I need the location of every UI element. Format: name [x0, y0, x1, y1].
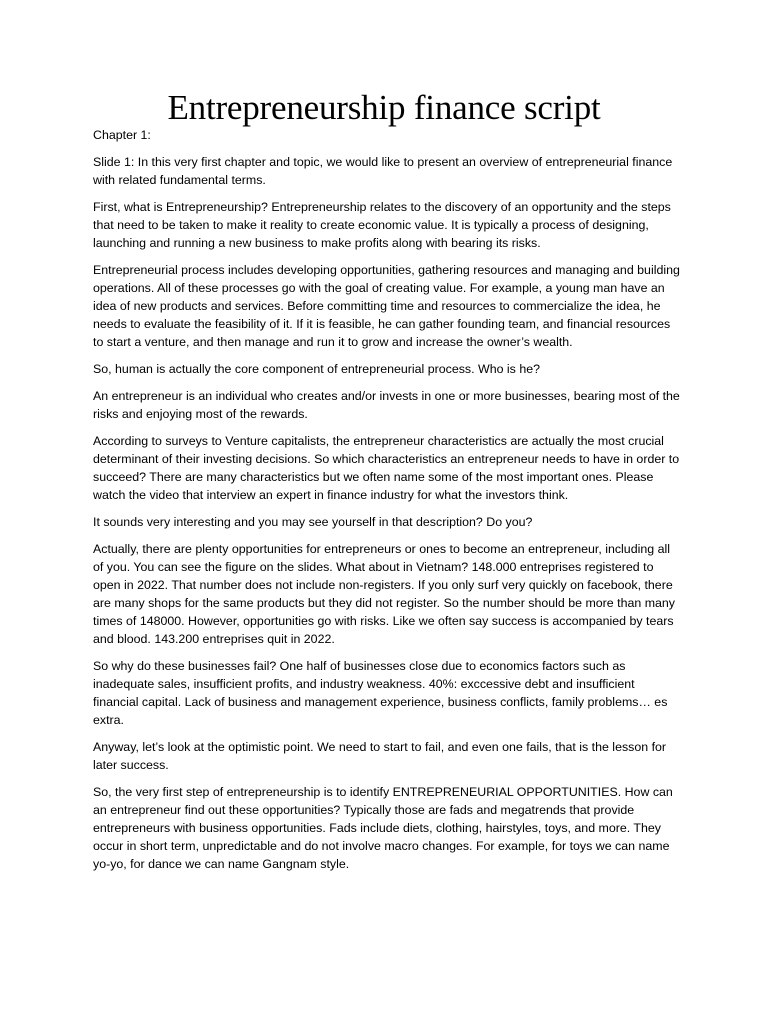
paragraph-opportunities-vietnam: Actually, there are plenty opportunities for entrepreneurs or ones to become an entrepreneur, including all of you. You can see the figure on the slides. What about in Vietnam? 148.000 entreprises registered to open in 2022. That number does not include non-registers. If you only surf very quickly on facebook, there are many shops for the same products but they did not register. So the number should be more than many times of 148000. However, opportunities go with risks. Like we often say success is accompanied by tears and blood. 143.200 entreprises quit in 2022. — [93, 542, 675, 646]
document-body — [93, 126, 681, 882]
paragraph-core-component: So, human is actually the core component of entrepreneurial process. Who is he? — [93, 362, 540, 376]
chapter-heading: Chapter 1: — [93, 128, 151, 142]
paragraph-what-is-entrepreneurship: First, what is Entrepreneurship? Entrepreneurship relates to the discovery of an opportunity and the steps that need to be taken to make it reality to create economic value. It is typically a process of designing, launching and running a new business to make profits along with bearing its risks. — [93, 200, 671, 250]
paragraph-venture-capitalists: According to surveys to Venture capitalists, the entrepreneur characteristics are actually the most crucial determinant of their investing decisions. So which characteristics an entrepreneur needs to have in order to succeed? There are many characteristics but we often name some of the most important ones. Please watch the video that interview an expert in finance industry for what the investors think. — [93, 434, 680, 502]
paragraph-optimistic-point: Anyway, let’s look at the optimistic point. We need to start to fail, and even one fails, that is the lesson for later success. — [93, 740, 667, 772]
document-title: Entrepreneurship finance script — [167, 88, 601, 127]
paragraph-slide-1: Slide 1: In this very first chapter and topic, we would like to present an overview of entrepreneurial finance with related fundamental terms. — [93, 155, 673, 187]
paragraph-sounds-interesting: It sounds very interesting and you may see yourself in that description? Do you? — [93, 515, 533, 529]
paragraph-entrepreneurial-opportunities: So, the very first step of entrepreneurship is to identify ENTREPRENEURIAL OPPORTUNITIES. How can an entrepreneur find out these opportunities? Typically those are fads and megatrends that provide entrepreneurs with business opportunities. Fads include diets, clothing, hairstyles, toys, and more. They occur in short term, unpredictable and do not involve macro changes. For example, for toys we can name yo-yo, for dance we can name Gangnam style. — [93, 785, 673, 871]
paragraph-why-fail: So why do these businesses fail? One half of businesses close due to economics factors such as inadequate sales, insufficient profits, and industry weakness. 40%: exccessive debt and insufficient financial capital. Lack of business and management experience, business conflicts, family problems… es extra. — [93, 659, 668, 727]
paragraph-entrepreneurial-process: Entrepreneurial process includes developing opportunities, gathering resources and managing and building operations. All of these processes go with the goal of creating value. For example, a young man have an idea of new products and services. Before committing time and resources to commercialize the idea, he needs to evaluate the feasibility of it. If it is feasible, he can gather founding team, and financial resources to start a venture, and then manage and run it to grow and increase the owner’s wealth. — [93, 263, 680, 349]
paragraph-entrepreneur-definition: An entrepreneur is an individual who creates and/or invests in one or more businesses, bearing most of the risks and enjoying most of the rewards. — [93, 389, 680, 421]
